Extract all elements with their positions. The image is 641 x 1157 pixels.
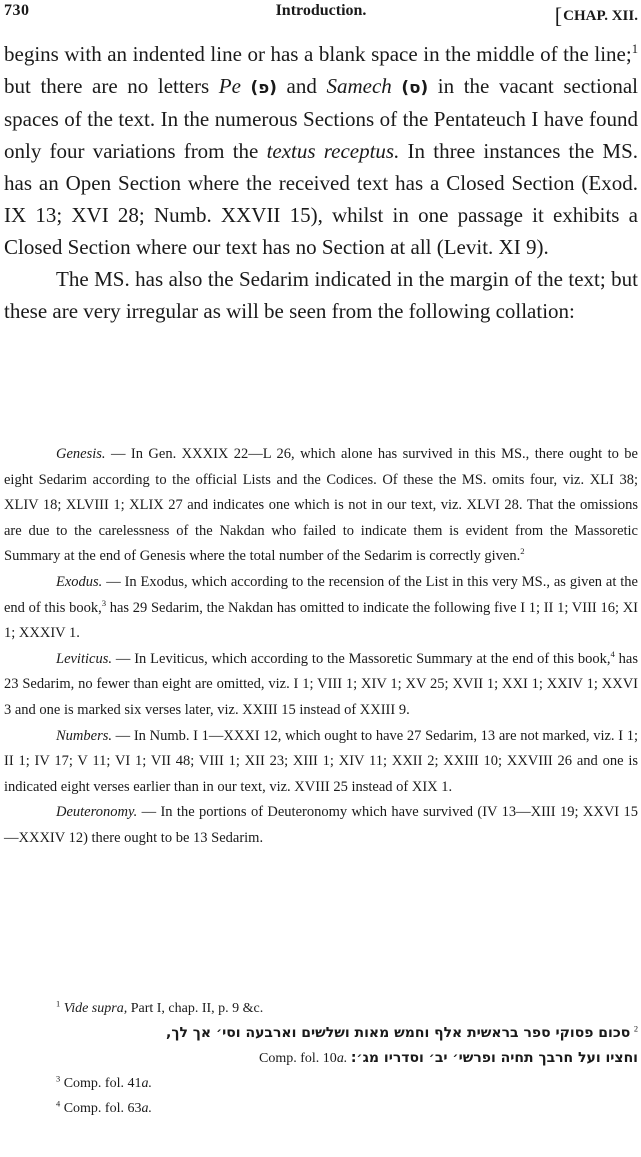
bracket-glyph: [ xyxy=(554,3,563,28)
paragraph-sedarim: The MS. has also the Sedarim indicated in the margin of the text; but these are very irregular as will be seen from the following collation: xyxy=(4,267,638,323)
footnote-italic: a. xyxy=(336,1051,348,1066)
footnote-4 xyxy=(4,1096,638,1121)
footnote-1 xyxy=(4,996,638,1021)
book-label-numbers: Numbers. xyxy=(56,727,112,744)
text-run: In three instances the MS. has an Open Section where the received text has a Closed Section (Exod. IX 13; XVI 28; Numb. XXVII 15), whilst in one passage it exhibits a Closed Section where our text has no Section at all (Levit. XI 9). xyxy=(4,139,638,259)
footnote-text: Comp. fol. 63 xyxy=(63,1101,142,1116)
term-pe: Pe xyxy=(218,74,241,98)
text-run: but there are no letters xyxy=(4,74,219,98)
page-number: 730 xyxy=(4,2,30,19)
term-textus-receptus: textus receptus. xyxy=(266,139,400,163)
footnote-mark: 2 xyxy=(633,1024,638,1034)
text-run: has 23 Sedarim, no fewer than eight are omitted, viz. I 1; VIII 1; XIV 1; XV 25; XVII 1; XXI 1; XXIV 1; XXVI 3 and one is marked six verses later, viz. XXIII 15 instead of XXIII 9. xyxy=(4,650,638,718)
text-run: — In Leviticus, which according to the Massoretic Summary at the end of this book, xyxy=(111,650,611,667)
footnote-3 xyxy=(4,1071,638,1096)
text-run: — In the portions of Deuteronomy which have survived (IV 13—XIII 19; XXVI 15—XXXIV 12) there ought to be 13 Sedarim. xyxy=(4,804,638,846)
collation-genesis xyxy=(4,442,638,570)
hebrew-letter-pe: (פ) xyxy=(250,77,277,97)
text-run: — In Exodus, which according to the recension of the List in this very MS., as given at the end of this book, xyxy=(4,573,638,616)
chapter-label xyxy=(555,0,638,26)
term-samech: Samech xyxy=(326,74,392,98)
footnote-ref-2[interactable]: 2 xyxy=(520,546,525,557)
book-label-deuteronomy: Deuteronomy. xyxy=(56,804,138,821)
footnote-ref-1[interactable]: 1 xyxy=(631,42,638,56)
footnote-italic: a. xyxy=(141,1076,152,1091)
chapter-text: CHAP. XII. xyxy=(563,8,638,24)
footnotes xyxy=(4,996,638,1121)
footnote-text: Comp. fol. 10 xyxy=(259,1051,337,1066)
collation-numbers xyxy=(4,724,638,801)
collation-exodus xyxy=(4,570,638,647)
hebrew-text: סכום פסוקי ספר בראשית אלף וחמש מאות ושלשים וארבעה וסי׳ אך לך, xyxy=(166,1025,631,1041)
collation-block xyxy=(4,442,638,852)
paragraph-sections xyxy=(4,38,638,263)
text-run: — In Numb. I 1—XXXI 12, which ought to have 27 Sedarim, 13 are not marked, viz. I 1; II 1; IV 17; V 11; VI 1; VII 48; VIII 1; XII 23; XIII 1; XIV 11; XXII 2; XXIII 10; XXVIII 26 and one is indicated eight verses earlier than in our text, viz. XVIII 25 instead of XIX 1. xyxy=(4,727,638,795)
running-header xyxy=(4,0,638,28)
text-run: and xyxy=(276,74,327,98)
text-run: has 29 Sedarim, the Nakdan has omitted to indicate the following five I 1; II 1; VIII 16; XI 1; XXXIV 1. xyxy=(4,599,638,642)
footnote-mark: 3 xyxy=(56,1074,61,1084)
book-label-leviticus: Leviticus. xyxy=(56,650,112,667)
footnote-text: Part I, chap. II, p. 9 &c. xyxy=(127,1001,264,1016)
hebrew-letter-samech: (ס) xyxy=(401,77,429,97)
footnote-italic: a. xyxy=(141,1101,152,1116)
collation-deuteronomy xyxy=(4,800,638,851)
footnote-mark: 4 xyxy=(56,1099,61,1109)
text-run: — In Gen. XXXIX 22—L 26, which alone has survived in this MS., there ought to be eight Sedarim according to the official Lists and the Codices. Of these the MS. omits four, viz. XLI 38; XLIV 18; XLVIII 1; XLIX 27 and indicates one which is not in our text, viz. XLVI 28. That the omissions are due to the carelessness of the Nakdan who failed to indicate them is evident from the Massoretic Summary at the end of Genesis where the total number of the Sedarim is correctly given. xyxy=(4,446,638,565)
running-title: Introduction. xyxy=(275,2,367,19)
book-label-genesis: Genesis. xyxy=(56,446,106,462)
footnote-ref-3[interactable]: 3 xyxy=(101,597,107,608)
collation-leviticus xyxy=(4,647,638,724)
hebrew-text: וחציו ועל חרבך תחיה ופרשי׳ יב׳ וסדריו מג׳: xyxy=(350,1050,638,1066)
footnote-mark: 1 xyxy=(56,999,61,1009)
text-run: in the vacant sectional spaces of the text. In the numerous Sections of the Pentateuch I have found only four variations from the xyxy=(4,74,639,163)
footnote-text: Comp. fol. 41 xyxy=(63,1076,142,1091)
footnote-italic: Vide supra, xyxy=(63,1001,128,1016)
footnote-ref-4[interactable]: 4 xyxy=(610,648,615,659)
footnote-2-line-1 xyxy=(4,1021,638,1046)
text-run: begins with an indented line or has a blank space in the middle of the line; xyxy=(4,42,632,66)
main-text xyxy=(4,38,638,327)
footnote-2-line-2 xyxy=(4,1046,638,1071)
book-label-exodus: Exodus. xyxy=(56,573,103,590)
